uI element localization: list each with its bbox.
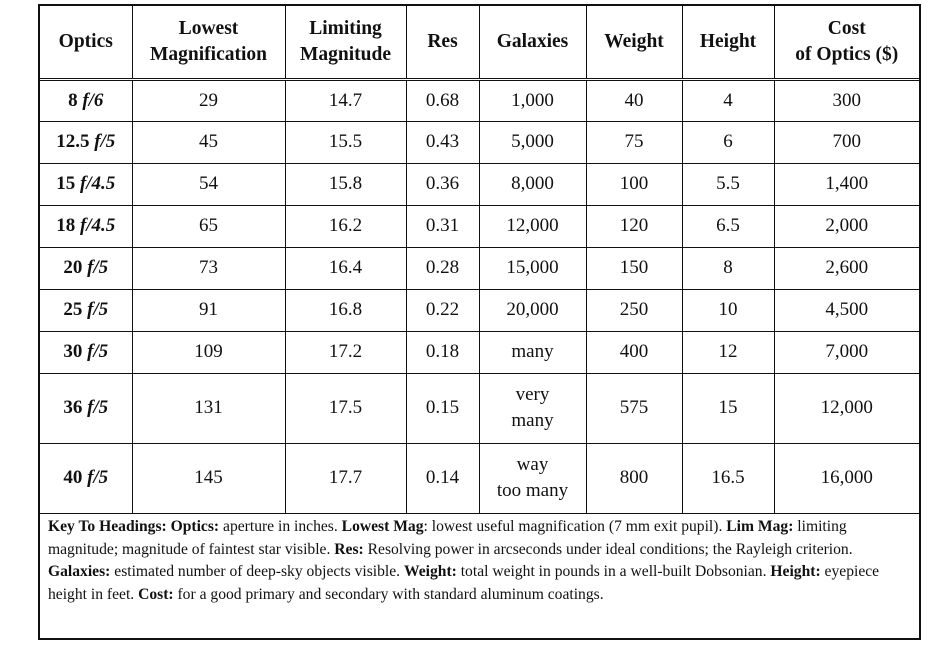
table-row [40,121,919,163]
height-cell: 15 [682,373,774,443]
key-term: Height: [770,563,821,580]
limiting-magnitude-cell: 16.2 [285,205,406,247]
aperture-value: 36 [63,397,83,418]
limiting-magnitude-cell: 16.4 [285,247,406,289]
resolution-cell: 0.36 [406,163,479,205]
key-to-headings [48,516,910,606]
height-cell: 12 [682,331,774,373]
lowest-magnification-cell: 131 [132,373,285,443]
focal-ratio-value: f/4.5 [79,215,116,236]
cost-cell: 700 [774,121,919,163]
key-term: Lim Mag: [726,518,794,535]
cost-cell: 300 [774,79,919,121]
weight-cell: 800 [586,443,682,513]
column-header-height [682,6,774,79]
key-definition: limiting magnitude; magnitude of faintest star visible. [48,518,847,558]
galaxies-cell [479,79,586,121]
header-line: Magnification [150,43,267,65]
lowest-magnification-cell: 91 [132,289,285,331]
key-definition: estimated number of deep-sky objects visible. [110,563,404,580]
resolution-cell: 0.68 [406,79,479,121]
telescope-comparison-panel [38,4,921,640]
weight-cell: 250 [586,289,682,331]
resolution-cell: 0.43 [406,121,479,163]
cost-cell: 7,000 [774,331,919,373]
galaxies-line: 5,000 [511,131,554,152]
key-term: Cost: [138,585,174,603]
aperture-value: 8 [68,89,78,111]
cost-cell: 4,500 [774,289,919,331]
optics-cell [40,247,132,289]
height-cell: 6 [682,121,774,163]
header-row [40,6,919,79]
optics-cell [40,163,132,205]
table-row [40,205,919,247]
height-cell: 5.5 [682,163,774,205]
galaxies-line: many [511,341,554,362]
cost-cell: 16,000 [774,443,919,513]
header-line: Galaxies [496,30,569,52]
lowest-magnification-cell: 73 [132,247,285,289]
key-term: Lowest Mag [341,518,424,535]
galaxies-line: 12,000 [506,215,559,236]
resolution-cell: 0.15 [406,373,479,443]
lowest-magnification-cell: 29 [132,79,285,121]
focal-ratio-value: f/5 [87,257,109,278]
lowest-magnification-cell: 109 [132,331,285,373]
galaxies-cell [479,289,586,331]
column-header-optics [40,6,132,79]
optics-cell [40,289,132,331]
galaxies-cell [479,373,586,443]
table-row [40,443,919,513]
weight-cell: 100 [586,163,682,205]
lowest-magnification-cell: 54 [132,163,285,205]
optics-cell [40,443,132,513]
limiting-magnitude-cell: 14.7 [285,79,406,121]
key-definition: total weight in pounds in a well-built Dobsonian. [456,563,771,580]
weight-cell: 75 [586,121,682,163]
focal-ratio-value: f/5 [94,131,116,152]
lowest-magnification-cell: 45 [132,121,285,163]
galaxies-line: very [515,384,550,405]
column-header-lowest-magnification [132,6,285,79]
weight-cell: 575 [586,373,682,443]
header-line: Lowest [178,17,239,39]
galaxies-line: 20,000 [506,299,559,320]
weight-cell: 120 [586,205,682,247]
focal-ratio-value: f/5 [87,467,109,488]
table-row [40,163,919,205]
galaxies-line: many [511,410,554,431]
weight-cell: 150 [586,247,682,289]
aperture-value: 40 [63,467,83,488]
table-body [40,79,919,513]
header-line: Height [699,30,757,52]
key-term: Key To Headings: Optics: [48,518,220,535]
resolution-cell: 0.28 [406,247,479,289]
column-header-res [406,6,479,79]
optics-cell [40,373,132,443]
galaxies-cell [479,443,586,513]
table-row [40,247,919,289]
lowest-magnification-cell: 145 [132,443,285,513]
header-line: Magnitude [299,43,391,65]
focal-ratio-value: f/5 [87,299,109,320]
cost-cell: 12,000 [774,373,919,443]
column-header-weight [586,6,682,79]
optics-cell [40,121,132,163]
header-line: Limiting [309,17,382,39]
cost-cell: 2,600 [774,247,919,289]
focal-ratio-value: f/5 [87,397,109,418]
aperture-value: 12.5 [56,131,90,152]
limiting-magnitude-cell: 17.2 [285,331,406,373]
table-row [40,373,919,443]
header-line: Optics [58,30,113,52]
galaxies-line: 1,000 [511,89,554,111]
header-line: Cost [827,17,866,39]
resolution-cell: 0.14 [406,443,479,513]
telescope-table [40,6,919,514]
galaxies-cell [479,247,586,289]
resolution-cell: 0.18 [406,331,479,373]
height-cell: 8 [682,247,774,289]
optics-cell [40,205,132,247]
weight-cell: 400 [586,331,682,373]
resolution-cell: 0.22 [406,289,479,331]
resolution-cell: 0.31 [406,205,479,247]
table-row [40,289,919,331]
galaxies-line: 8,000 [511,173,554,194]
galaxies-cell [479,331,586,373]
focal-ratio-value: f/6 [82,89,104,111]
key-definition: eyepiece height in feet. [48,563,880,603]
key-term: Galaxies: [48,563,111,580]
aperture-value: 15 [56,173,76,194]
aperture-value: 30 [63,341,83,362]
galaxies-cell [479,121,586,163]
key-term: Weight: [403,563,457,580]
height-cell: 4 [682,79,774,121]
focal-ratio-value: f/4.5 [79,173,116,194]
key-term: Res: [334,540,364,558]
limiting-magnitude-cell: 17.7 [285,443,406,513]
galaxies-line: 15,000 [506,257,559,278]
key-definition: aperture in inches. [219,518,342,535]
key-definition: for a good primary and secondary with standard aluminum coatings. [173,585,604,603]
column-header-limiting-magnitude [285,6,406,79]
header-line: Res [427,30,458,52]
column-header-galaxies [479,6,586,79]
galaxies-cell [479,205,586,247]
galaxies-line: way [516,454,549,475]
galaxies-line: too many [496,480,569,501]
height-cell: 6.5 [682,205,774,247]
optics-cell [40,79,132,121]
limiting-magnitude-cell: 16.8 [285,289,406,331]
table-row [40,331,919,373]
aperture-value: 20 [63,257,83,278]
weight-cell: 40 [586,79,682,121]
cost-cell: 1,400 [774,163,919,205]
lowest-magnification-cell: 65 [132,205,285,247]
header-line: of Optics ($) [795,43,899,65]
key-definition: : lowest useful magnification (7 mm exit pupil). [423,518,727,535]
cost-cell: 2,000 [774,205,919,247]
galaxies-cell [479,163,586,205]
focal-ratio-value: f/5 [87,341,109,362]
column-header-cost [774,6,919,79]
key-definition: Resolving power in arcseconds under ideal conditions; the Rayleigh criterion. [363,540,853,558]
optics-cell [40,331,132,373]
limiting-magnitude-cell: 17.5 [285,373,406,443]
limiting-magnitude-cell: 15.5 [285,121,406,163]
aperture-value: 25 [63,299,83,320]
height-cell: 10 [682,289,774,331]
table-row [40,79,919,121]
header-line: Weight [604,30,664,52]
limiting-magnitude-cell: 15.8 [285,163,406,205]
aperture-value: 18 [56,215,76,236]
height-cell: 16.5 [682,443,774,513]
